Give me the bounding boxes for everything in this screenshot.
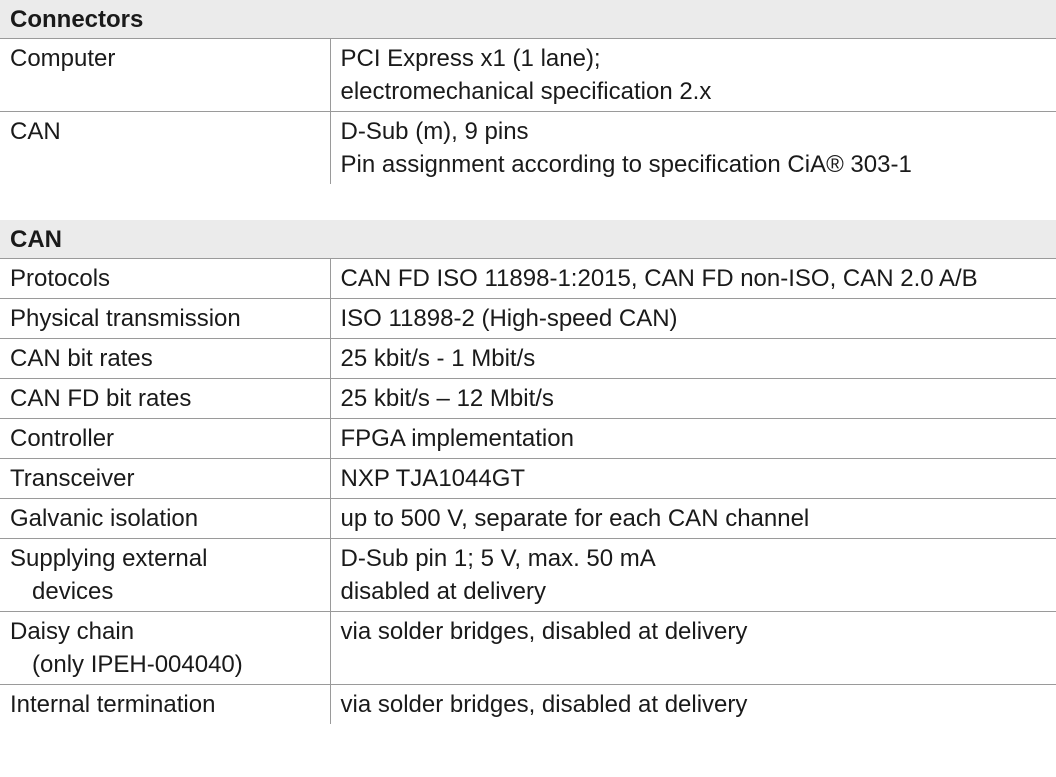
row-value — [330, 39, 1056, 112]
table-row — [0, 419, 1056, 459]
label-line: Physical transmission — [10, 305, 241, 332]
value-line: disabled at delivery — [340, 578, 546, 605]
row-label — [0, 299, 330, 339]
row-value — [330, 379, 1056, 419]
label-line: Internal termination — [10, 691, 216, 718]
row-label — [0, 685, 330, 725]
table-row — [0, 499, 1056, 539]
row-value — [330, 459, 1056, 499]
table-row — [0, 39, 1056, 112]
row-label — [0, 499, 330, 539]
table-row — [0, 112, 1056, 185]
value-line: up to 500 V, separate for each CAN channel — [340, 505, 810, 532]
row-value — [330, 419, 1056, 459]
can-section-title: CAN — [0, 220, 1056, 259]
value-line: CAN FD ISO 11898-1:2015, CAN FD non-ISO, CAN 2.0 A/B — [340, 265, 978, 292]
label-line: Computer — [10, 45, 116, 72]
label-line: devices — [32, 578, 114, 605]
row-label — [0, 459, 330, 499]
connectors-table — [0, 39, 1056, 184]
label-line: (only IPEH-004040) — [32, 651, 243, 678]
row-value — [330, 685, 1056, 725]
can-table — [0, 259, 1056, 724]
value-line: D-Sub (m), 9 pins — [340, 118, 529, 145]
section-spacer — [0, 184, 1056, 220]
table-row — [0, 685, 1056, 725]
row-value — [330, 499, 1056, 539]
value-line: electromechanical specification 2.x — [340, 78, 712, 105]
value-line: NXP TJA1044GT — [340, 465, 526, 492]
value-line: PCI Express x1 (1 lane); — [340, 45, 601, 72]
value-line: Pin assignment according to specification CiA® 303-1 — [340, 151, 912, 178]
label-line: Protocols — [10, 265, 111, 292]
row-value — [330, 339, 1056, 379]
value-line: via solder bridges, disabled at delivery — [340, 691, 748, 718]
value-line: via solder bridges, disabled at delivery — [340, 618, 748, 645]
label-line: Controller — [10, 425, 115, 452]
row-label — [0, 339, 330, 379]
value-line: D-Sub pin 1; 5 V, max. 50 mA — [340, 545, 656, 572]
row-label — [0, 112, 330, 185]
table-row — [0, 299, 1056, 339]
table-row — [0, 379, 1056, 419]
value-line: 25 kbit/s – 12 Mbit/s — [340, 385, 554, 412]
row-value — [330, 612, 1056, 685]
row-label — [0, 259, 330, 299]
label-line: CAN bit rates — [10, 345, 153, 372]
connectors-section — [0, 0, 1056, 184]
row-label — [0, 539, 330, 612]
connectors-section-title: Connectors — [0, 0, 1056, 39]
row-label — [0, 379, 330, 419]
row-label — [0, 419, 330, 459]
label-line: Transceiver — [10, 465, 135, 492]
can-section — [0, 220, 1056, 724]
label-line: Supplying external — [10, 545, 208, 572]
row-value — [330, 112, 1056, 185]
row-label — [0, 39, 330, 112]
row-value — [330, 299, 1056, 339]
table-row — [0, 539, 1056, 612]
row-label — [0, 612, 330, 685]
label-line: CAN FD bit rates — [10, 385, 192, 412]
label-line: Galvanic isolation — [10, 505, 199, 532]
table-row — [0, 612, 1056, 685]
value-line: ISO 11898-2 (High-speed CAN) — [340, 305, 678, 332]
value-line: 25 kbit/s - 1 Mbit/s — [340, 345, 536, 372]
table-row — [0, 459, 1056, 499]
value-line: FPGA implementation — [340, 425, 574, 452]
label-line: CAN — [10, 118, 61, 145]
row-value — [330, 539, 1056, 612]
row-value — [330, 259, 1056, 299]
table-row — [0, 259, 1056, 299]
label-line: Daisy chain — [10, 618, 135, 645]
table-row — [0, 339, 1056, 379]
